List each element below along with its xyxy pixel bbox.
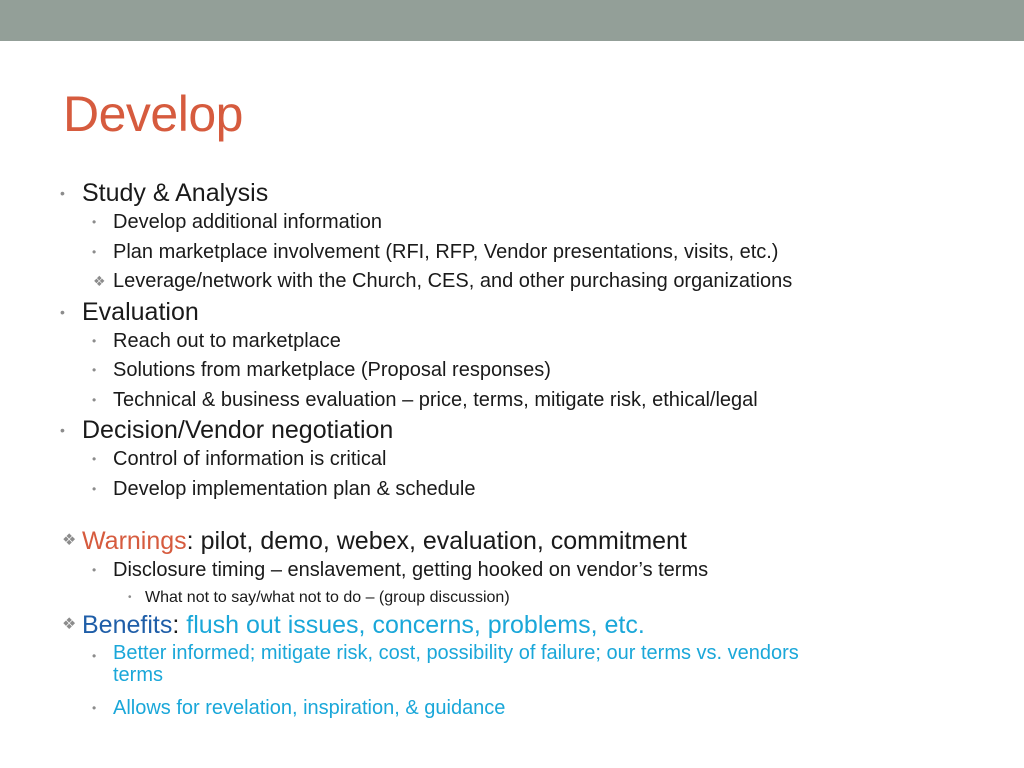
bullet-dot-icon: • [92, 563, 97, 577]
diamond-bullet-icon: ❖ [93, 273, 106, 289]
bullet-decision: • Decision/Vendor negotiation [60, 416, 394, 444]
sub-sub-bullet: • What not to say/what not to do – (group discussion) [0, 586, 1024, 610]
sub-bullet: • Allows for revelation, inspiration, & guidance [0, 694, 1024, 724]
bullet-dot-icon: • [60, 422, 65, 438]
bullet-benefits [0, 610, 1024, 640]
benefits-colon: : [172, 610, 180, 639]
bullet-dot-icon: • [128, 591, 132, 603]
sub-bullet: • Control of information is critical [0, 445, 1024, 475]
top-band [0, 0, 1024, 41]
bullet-dot-icon: • [60, 185, 65, 201]
sub-bullet: • Plan marketplace involvement (RFI, RFP, Vendor presentations, visits, etc.) [0, 238, 1024, 268]
bullet-dot-icon: • [92, 244, 97, 259]
sub-bullet: • Develop implementation plan & schedule [0, 475, 1024, 505]
warnings-label: Warnings [82, 527, 187, 555]
sub-bullet: • Solutions from marketplace (Proposal responses) [0, 356, 1024, 386]
bullet-warnings [0, 526, 1024, 556]
slide-title: Develop [63, 86, 243, 142]
sub-bullet: ❖ Leverage/network with the Church, CES, and other purchasing organizations [0, 267, 1024, 297]
bullet-dot-icon: • [92, 648, 97, 663]
bullet-study-analysis: • Study & Analysis [60, 179, 269, 207]
sub-bullet: • Better informed; mitigate risk, cost, possibility of failure; our terms vs. vendors terms [92, 641, 799, 686]
sub-bullet: • Technical & business evaluation – price, terms, mitigate risk, ethical/legal [0, 386, 1024, 416]
bullet-dot-icon: • [92, 481, 97, 496]
bullet-dot-icon: • [60, 303, 65, 320]
spacer [0, 504, 1024, 526]
bullet-dot-icon: • [92, 452, 97, 466]
bullet-dot-icon: • [92, 392, 97, 407]
diamond-bullet-icon: ❖ [62, 615, 77, 633]
sub-bullet: • Disclosure timing – enslavement, getting hooked on vendor’s terms [0, 556, 1024, 586]
bullet-dot-icon: • [92, 700, 97, 715]
sub-bullet: • Reach out to marketplace [0, 327, 1024, 357]
bullet-dot-icon: • [92, 363, 97, 377]
sub-bullet: • Develop additional information [0, 208, 1024, 238]
benefits-label: Benefits [82, 610, 173, 639]
bullet-evaluation: • Evaluation [60, 297, 199, 326]
benefits-text: flush out issues, concerns, problems, etc. [179, 610, 645, 639]
bullet-dot-icon: • [92, 215, 97, 229]
bullet-dot-icon: • [92, 333, 97, 348]
diamond-bullet-icon: ❖ [62, 532, 77, 549]
slide-body [0, 178, 1024, 723]
warnings-text: : pilot, demo, webex, evaluation, commitment [186, 527, 687, 555]
